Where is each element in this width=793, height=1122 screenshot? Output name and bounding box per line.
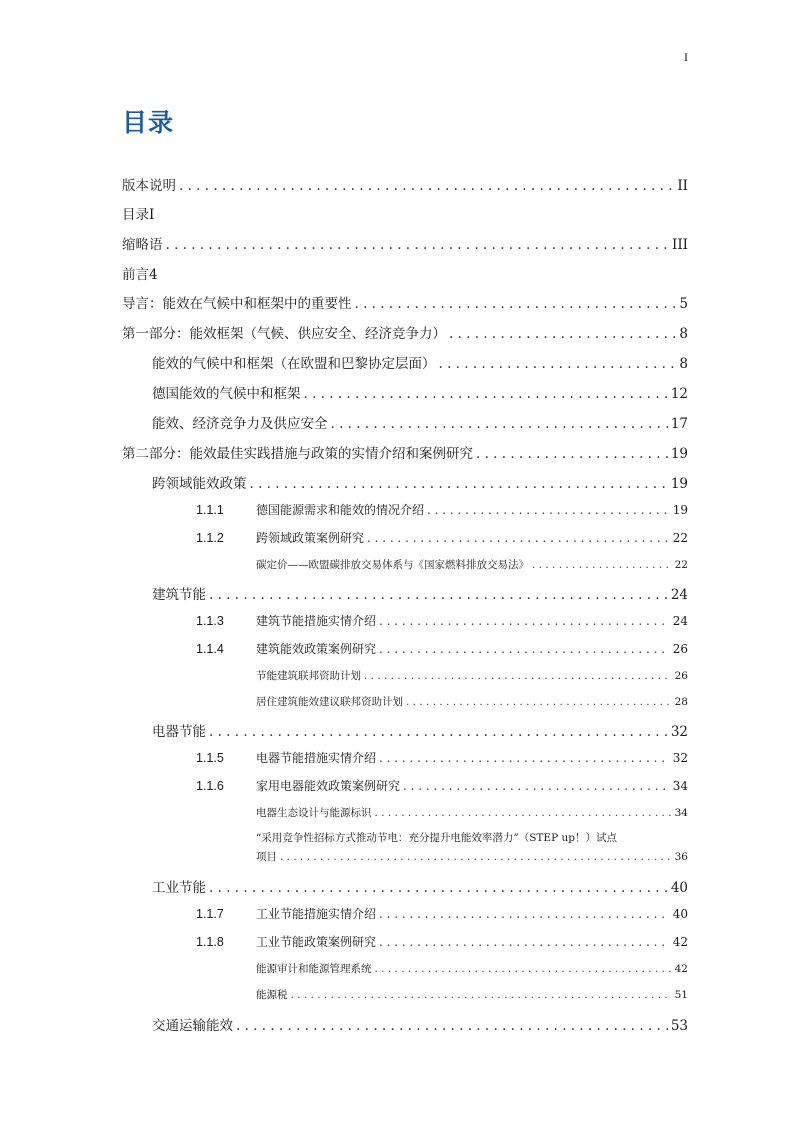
leader-dots (280, 851, 672, 863)
leader-dots (355, 296, 677, 312)
toc-entry-text: 跨领域能效政策 (152, 476, 247, 492)
toc-entry-text: “采用竞争性招标方式推动节电：充分提升电能效率潜力”（STEP up！）试点 (256, 832, 617, 844)
toc-entry[interactable] (256, 557, 688, 572)
toc-entry[interactable] (152, 352, 688, 372)
toc-page-number: 12 (670, 386, 688, 402)
toc-entry[interactable] (152, 472, 688, 492)
toc-entry-text: 电器节能 (152, 724, 206, 740)
toc-entry[interactable] (152, 382, 688, 402)
section-number: 1.1.8 (196, 935, 224, 949)
leader-dots (179, 178, 674, 194)
toc-entry-introduction[interactable] (122, 292, 688, 312)
toc-entry-text: 项目 (256, 851, 277, 863)
toc-page-number: III (672, 237, 688, 253)
toc-page-number: 40 (672, 907, 688, 921)
toc-entry[interactable] (196, 933, 688, 950)
toc-entry-text: 建筑节能措施实情介绍 (256, 614, 377, 628)
toc-entry[interactable] (196, 501, 688, 518)
section-number: 1.1.5 (196, 751, 224, 765)
toc-entry[interactable] (196, 905, 688, 922)
toc-page-number: 36 (674, 851, 688, 863)
toc-page-number: 24 (670, 587, 688, 603)
leader-dots (291, 989, 672, 1001)
toc-page-number: 53 (670, 1018, 688, 1034)
page-number: I (684, 50, 688, 64)
toc-page-number: 5 (679, 296, 688, 312)
toc-entry-text: 缩略语 (122, 237, 163, 253)
leader-dots (379, 907, 670, 921)
toc-page-number: 42 (674, 963, 688, 975)
toc-entry-text: 工业节能 (152, 880, 206, 896)
toc-entry-text: 第一部分：能效框架（气候、供应安全、经济竞争力） (122, 326, 446, 342)
leader-dots (364, 670, 672, 682)
leader-dots (250, 476, 668, 492)
toc-page-number: 22 (674, 559, 688, 571)
leader-dots (439, 356, 677, 372)
toc-entry[interactable] (152, 412, 688, 432)
toc-page-number: 51 (674, 989, 688, 1001)
section-number: 1.1.7 (196, 907, 224, 921)
toc-page-number: 28 (674, 696, 688, 708)
toc-entry-part-two[interactable] (122, 442, 688, 462)
toc-entry[interactable] (196, 612, 688, 629)
toc-entry[interactable] (196, 529, 688, 546)
leader-dots (166, 237, 670, 253)
leader-dots (427, 503, 670, 517)
toc-entry-part-one[interactable] (122, 322, 688, 342)
toc-page-number: 8 (679, 326, 688, 342)
toc-entry-text: 节能建筑联邦资助计划 (256, 670, 361, 682)
toc-entry[interactable] (152, 876, 688, 896)
toc-entry-text: 能效的气候中和框架（在欧盟和巴黎协定层面） (152, 356, 436, 372)
toc-entry[interactable] (256, 830, 688, 845)
toc-entry-text: 电器生态设计与能源标识 (256, 807, 372, 819)
section-number: 1.1.3 (196, 614, 224, 628)
leader-dots (379, 614, 670, 628)
toc-entry-text: 目录I (122, 207, 155, 223)
toc-page-number: 17 (670, 416, 688, 432)
toc-page-number: 19 (670, 446, 688, 462)
toc-entry-text: 工业节能政策案例研究 (256, 935, 377, 949)
leader-dots (209, 587, 668, 603)
section-number: 1.1.2 (196, 531, 224, 545)
leader-dots (532, 559, 672, 571)
toc-entry[interactable] (196, 749, 688, 766)
toc-entry[interactable] (256, 694, 688, 709)
toc-entry-text: 前言4 (122, 267, 158, 283)
toc-page-number: 34 (672, 779, 688, 793)
leader-dots (236, 1018, 668, 1034)
leader-dots (379, 751, 670, 765)
toc-entry[interactable] (256, 961, 688, 976)
toc-entry[interactable] (196, 640, 688, 657)
toc-entry[interactable] (256, 668, 688, 683)
toc-entry-text: 能源税 (256, 989, 288, 1001)
toc-page-number: 19 (670, 476, 688, 492)
toc-page-number: 24 (672, 614, 688, 628)
leader-dots (406, 696, 672, 708)
page-title: 目录 (122, 108, 175, 137)
toc-entry-text: 能源审计和能源管理系统 (256, 963, 372, 975)
leader-dots (403, 779, 670, 793)
leader-dots (304, 386, 668, 402)
toc-page-number: 19 (672, 503, 688, 517)
toc-entry-abbreviations[interactable] (122, 233, 688, 253)
toc-entry[interactable] (256, 805, 688, 820)
toc-entry[interactable] (152, 1014, 688, 1034)
toc-entry-text: 版本说明 (122, 178, 176, 194)
toc-page-number: 42 (672, 935, 688, 949)
toc-page-number: 26 (674, 670, 688, 682)
section-number: 1.1.6 (196, 779, 224, 793)
toc-entry[interactable] (152, 583, 688, 603)
section-number: 1.1.4 (196, 642, 224, 656)
leader-dots (379, 642, 670, 656)
toc-entry-text: 电器节能措施实情介绍 (256, 751, 377, 765)
toc-entry-text: 跨领域政策案例研究 (256, 531, 365, 545)
leader-dots (375, 807, 672, 819)
toc-page-number: 26 (672, 642, 688, 656)
toc-page-number: II (677, 178, 688, 194)
toc-entry-text: 建筑能效政策案例研究 (256, 642, 377, 656)
toc-entry-text: 导言：能效在气候中和框架中的重要性 (122, 296, 352, 312)
toc-entry-text: 家用电器能效政策案例研究 (256, 779, 401, 793)
toc-page-number: 22 (672, 531, 688, 545)
toc-entry-text: 工业节能措施实情介绍 (256, 907, 377, 921)
toc-entry[interactable] (256, 849, 688, 864)
toc-entry[interactable] (256, 987, 688, 1002)
leader-dots (375, 963, 672, 975)
toc-page-number: 8 (679, 356, 688, 372)
leader-dots (449, 326, 676, 342)
toc-entry-text: 第二部分：能效最佳实践措施与政策的实情介绍和案例研究 (122, 446, 473, 462)
toc-page-number: 32 (670, 724, 688, 740)
toc-entry-text: 德国能源需求和能效的情况介绍 (256, 503, 425, 517)
toc-entry-contents[interactable] (122, 203, 688, 223)
toc-entry-text: 碳定价——欧盟碳排放交易体系与《国家燃料排放交易法》 (256, 559, 529, 571)
section-number: 1.1.1 (196, 503, 224, 517)
leader-dots (379, 935, 670, 949)
leader-dots (476, 446, 668, 462)
toc-entry-foreword[interactable] (122, 263, 688, 283)
leader-dots (367, 531, 670, 545)
leader-dots (331, 416, 668, 432)
toc-page-number: 34 (674, 807, 688, 819)
toc-entry-text: 居住建筑能效建议联邦资助计划 (256, 696, 403, 708)
toc-entry-text: 德国能效的气候中和框架 (152, 386, 301, 402)
leader-dots (209, 880, 668, 896)
toc-entry-text: 能效、经济竞争力及供应安全 (152, 416, 328, 432)
toc-entry-text: 交通运输能效 (152, 1018, 233, 1034)
toc-entry[interactable] (196, 777, 688, 794)
toc-entry-text: 建筑节能 (152, 587, 206, 603)
toc-entry[interactable] (152, 720, 688, 740)
leader-dots (209, 724, 668, 740)
toc-page-number: 40 (670, 880, 688, 896)
toc-page-number: 32 (672, 751, 688, 765)
toc-entry-preface-version[interactable] (122, 174, 688, 194)
